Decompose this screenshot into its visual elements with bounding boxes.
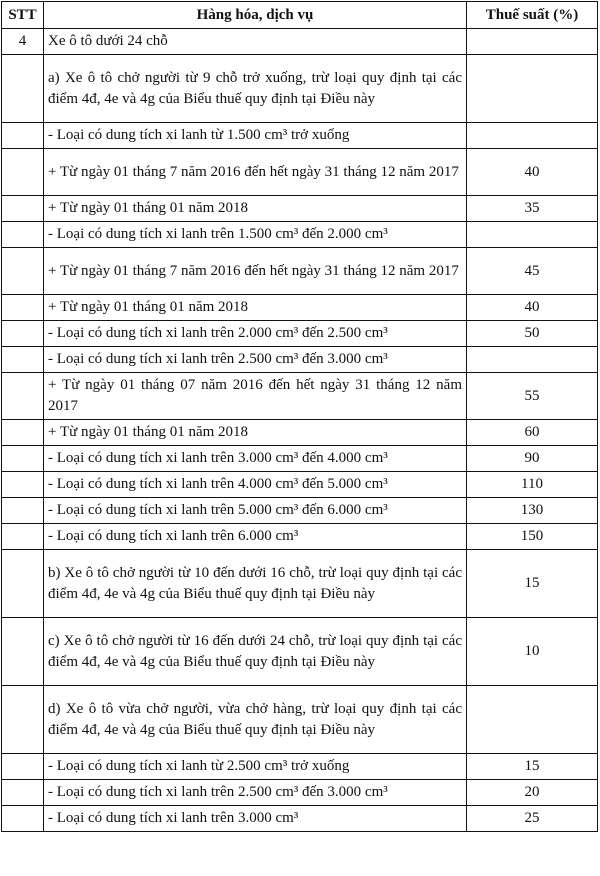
row-stt bbox=[2, 149, 44, 196]
row-stt bbox=[2, 754, 44, 780]
row-item: - Loại có dung tích xi lanh trên 1.500 cm³ đến 2.000 cm³ bbox=[44, 222, 467, 248]
row-item: - Loại có dung tích xi lanh trên 4.000 cm³ đến 5.000 cm³ bbox=[44, 472, 467, 498]
row-item: - Loại có dung tích xi lanh trên 3.000 cm³ đến 4.000 cm³ bbox=[44, 446, 467, 472]
row-stt bbox=[2, 806, 44, 832]
row-item: + Từ ngày 01 tháng 01 năm 2018 bbox=[44, 295, 467, 321]
row-rate: 130 bbox=[467, 498, 598, 524]
row-item: - Loại có dung tích xi lanh trên 5.000 cm³ đến 6.000 cm³ bbox=[44, 498, 467, 524]
header-goods-services: Hàng hóa, dịch vụ bbox=[44, 2, 467, 29]
header-tax-rate: Thuế suất (%) bbox=[467, 2, 598, 29]
row-item: - Loại có dung tích xi lanh trên 2.500 cm³ đến 3.000 cm³ bbox=[44, 347, 467, 373]
table-row bbox=[2, 321, 598, 347]
row-rate: 90 bbox=[467, 446, 598, 472]
row-stt bbox=[2, 472, 44, 498]
row-rate bbox=[467, 123, 598, 149]
table-row bbox=[2, 498, 598, 524]
table-row bbox=[2, 347, 598, 373]
row-item: c) Xe ô tô chở người từ 16 đến dưới 24 chỗ, trừ loại quy định tại các điểm 4đ, 4e và 4g của Biểu thuế quy định tại Điều này bbox=[44, 618, 467, 686]
row-item: Xe ô tô dưới 24 chỗ bbox=[44, 29, 467, 55]
row-item: a) Xe ô tô chở người từ 9 chỗ trở xuống, trừ loại quy định tại các điểm 4đ, 4e và 4g của Biểu thuế quy định tại Điều này bbox=[44, 55, 467, 123]
row-rate: 10 bbox=[467, 618, 598, 686]
row-rate bbox=[467, 347, 598, 373]
row-stt bbox=[2, 686, 44, 754]
row-stt bbox=[2, 196, 44, 222]
header-stt: STT bbox=[2, 2, 44, 29]
row-rate: 15 bbox=[467, 754, 598, 780]
row-stt bbox=[2, 295, 44, 321]
row-stt bbox=[2, 248, 44, 295]
row-item: b) Xe ô tô chở người từ 10 đến dưới 16 chỗ, trừ loại quy định tại các điểm 4đ, 4e và 4g của Biểu thuế quy định tại Điều này bbox=[44, 550, 467, 618]
row-stt: 4 bbox=[2, 29, 44, 55]
row-item: + Từ ngày 01 tháng 07 năm 2016 đến hết ngày 31 tháng 12 năm 2017 bbox=[44, 373, 467, 420]
row-item: + Từ ngày 01 tháng 01 năm 2018 bbox=[44, 420, 467, 446]
row-rate: 40 bbox=[467, 295, 598, 321]
table-row bbox=[2, 248, 598, 295]
table-row bbox=[2, 295, 598, 321]
row-rate: 25 bbox=[467, 806, 598, 832]
table-row bbox=[2, 618, 598, 686]
row-item: - Loại có dung tích xi lanh trên 2.000 cm³ đến 2.500 cm³ bbox=[44, 321, 467, 347]
row-rate: 150 bbox=[467, 524, 598, 550]
row-rate: 50 bbox=[467, 321, 598, 347]
table-header-row bbox=[2, 2, 598, 29]
row-stt bbox=[2, 550, 44, 618]
row-stt bbox=[2, 321, 44, 347]
table-row bbox=[2, 806, 598, 832]
row-stt bbox=[2, 123, 44, 149]
table-row bbox=[2, 373, 598, 420]
row-item: - Loại có dung tích xi lanh từ 2.500 cm³ trở xuống bbox=[44, 754, 467, 780]
table-row bbox=[2, 754, 598, 780]
table-row bbox=[2, 149, 598, 196]
row-rate: 20 bbox=[467, 780, 598, 806]
row-rate: 35 bbox=[467, 196, 598, 222]
table-row bbox=[2, 686, 598, 754]
row-item: - Loại có dung tích xi lanh từ 1.500 cm³ trở xuống bbox=[44, 123, 467, 149]
row-stt bbox=[2, 222, 44, 248]
table-row bbox=[2, 196, 598, 222]
row-rate bbox=[467, 222, 598, 248]
table-row bbox=[2, 472, 598, 498]
row-rate: 15 bbox=[467, 550, 598, 618]
row-item: - Loại có dung tích xi lanh trên 6.000 cm³ bbox=[44, 524, 467, 550]
row-item: + Từ ngày 01 tháng 01 năm 2018 bbox=[44, 196, 467, 222]
row-stt bbox=[2, 618, 44, 686]
table-row bbox=[2, 222, 598, 248]
row-stt bbox=[2, 55, 44, 123]
row-rate: 40 bbox=[467, 149, 598, 196]
row-stt bbox=[2, 420, 44, 446]
table-row bbox=[2, 780, 598, 806]
row-rate: 110 bbox=[467, 472, 598, 498]
row-rate bbox=[467, 686, 598, 754]
row-item: - Loại có dung tích xi lanh trên 3.000 cm³ bbox=[44, 806, 467, 832]
row-rate: 45 bbox=[467, 248, 598, 295]
row-stt bbox=[2, 373, 44, 420]
row-item: + Từ ngày 01 tháng 7 năm 2016 đến hết ngày 31 tháng 12 năm 2017 bbox=[44, 149, 467, 196]
row-item: - Loại có dung tích xi lanh trên 2.500 cm³ đến 3.000 cm³ bbox=[44, 780, 467, 806]
table-row bbox=[2, 524, 598, 550]
row-rate bbox=[467, 29, 598, 55]
row-stt bbox=[2, 524, 44, 550]
row-stt bbox=[2, 446, 44, 472]
table-row bbox=[2, 446, 598, 472]
table-row bbox=[2, 29, 598, 55]
table-row bbox=[2, 420, 598, 446]
table-row bbox=[2, 123, 598, 149]
row-rate: 60 bbox=[467, 420, 598, 446]
row-item: + Từ ngày 01 tháng 7 năm 2016 đến hết ngày 31 tháng 12 năm 2017 bbox=[44, 248, 467, 295]
row-rate: 55 bbox=[467, 373, 598, 420]
row-stt bbox=[2, 347, 44, 373]
excise-tax-table bbox=[1, 1, 598, 832]
table-row bbox=[2, 55, 598, 123]
row-item: d) Xe ô tô vừa chở người, vừa chở hàng, trừ loại quy định tại các điểm 4đ, 4e và 4g của Biểu thuế quy định tại Điều này bbox=[44, 686, 467, 754]
table-row bbox=[2, 550, 598, 618]
row-stt bbox=[2, 780, 44, 806]
row-stt bbox=[2, 498, 44, 524]
row-rate bbox=[467, 55, 598, 123]
